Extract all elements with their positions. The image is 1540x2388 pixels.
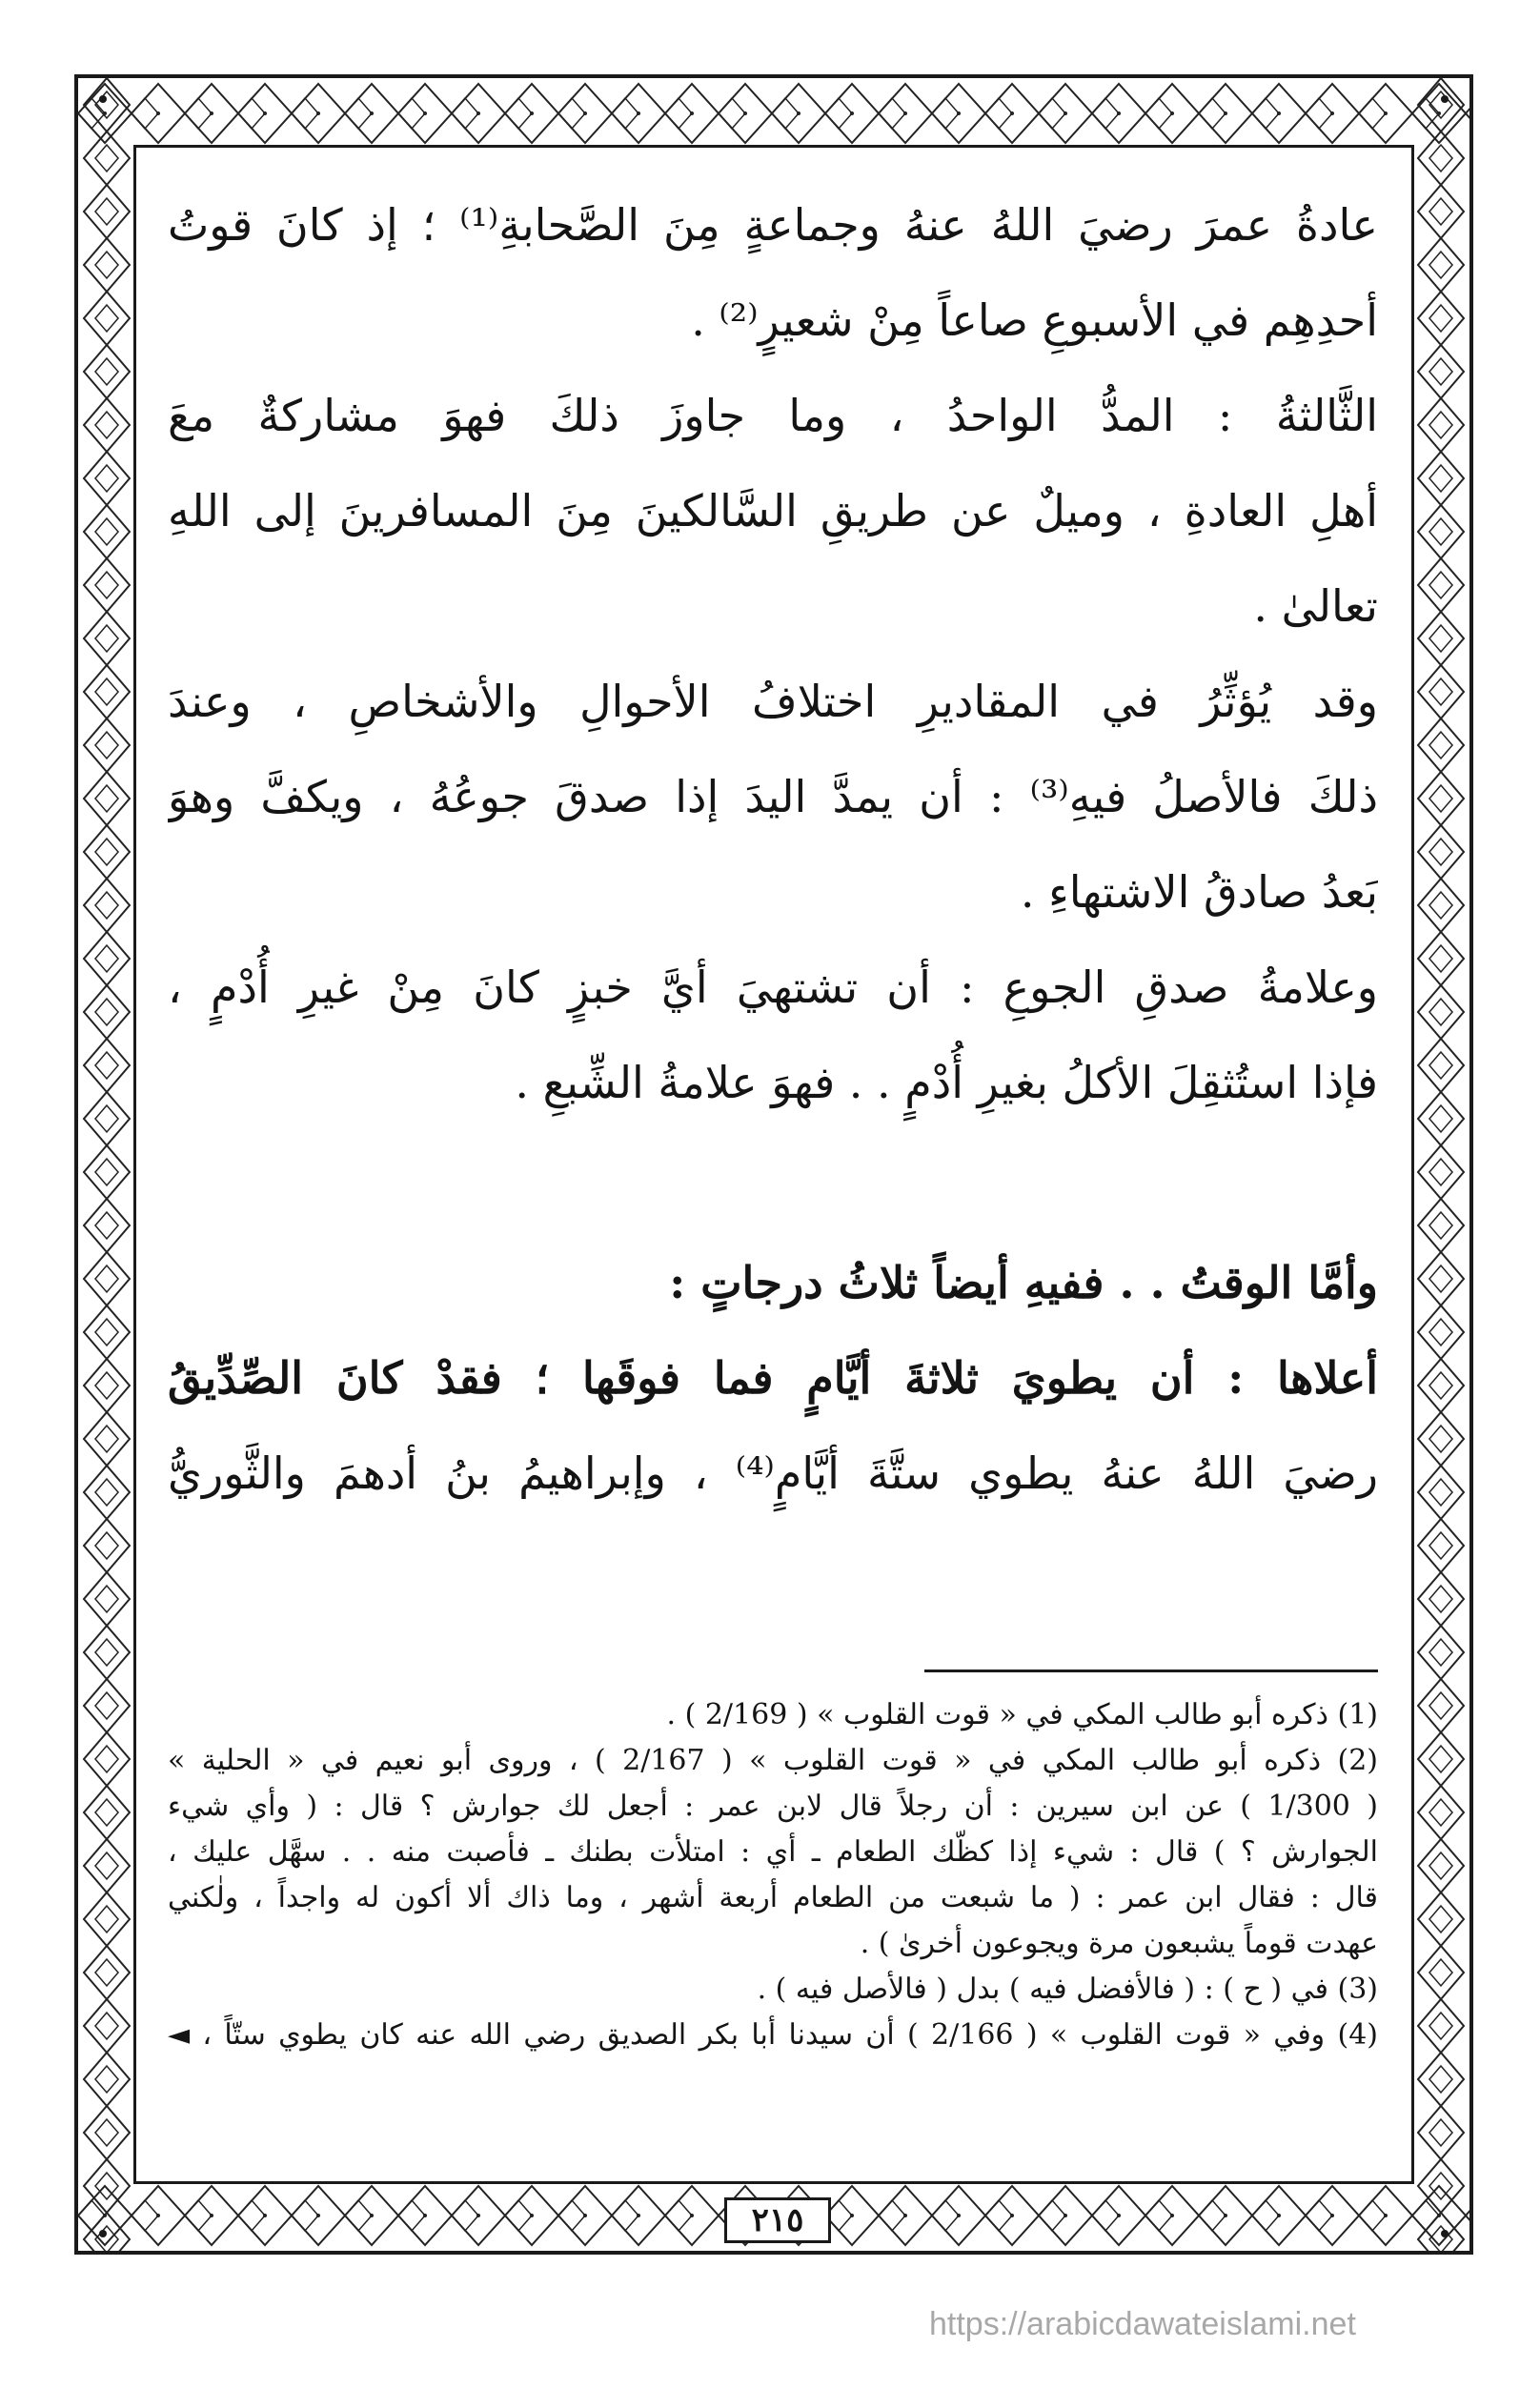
text-line: وقد يُؤثِّرُ في المقاديرِ اختلافُ الأحوالِ والأشخاصِ ، وعندَ [168, 676, 1378, 727]
corner-dot-icon [99, 95, 107, 103]
footnote-separator [924, 1670, 1378, 1672]
footnote-line: قال : فقال ابن عمر : ( ما شبعت من الطعام أربعة أشهر ، وما ذاك ألا أكون له واجداً ، ولٰكني [168, 1881, 1378, 1914]
watermark: https://arabicdawateislami.net [929, 2306, 1356, 2342]
text-line: تعالىٰ . [1253, 580, 1378, 632]
text-line: فإذا استُثقِلَ الأكلُ بغيرِ أُدْمٍ . . فهوَ علامةُ الشِّبعِ . [515, 1057, 1378, 1108]
footnote-line: (4) وفي « قوت القلوب » ( 2/166 ) أن سيدنا أبا بكر الصديق رضي الله عنه كان يطوي ستّاً ، ◄ [168, 2018, 1378, 2052]
text-line: أهلِ العادةِ ، وميلٌ عن طريقِ السَّالكينَ مِنَ المسافرينَ إلى اللهِ [168, 485, 1378, 536]
ornament-border-left [78, 78, 135, 2251]
corner-dot-icon [99, 2230, 107, 2237]
text-line: رضيَ اللهُ عنهُ يطوي ستَّةَ أيَّامٍ⁽⁴⁾ ، وإبراهيمُ بنُ أدهمَ والثَّوريُّ [168, 1447, 1378, 1499]
text-line: بَعدُ صادقُ الاشتهاءِ . [1020, 866, 1378, 918]
ornament-border-right [1412, 78, 1469, 2251]
footnote-line: الجوارش ؟ ) قال : شيء إذا كظَّك الطعام ـ أي : امتلأت بطنك ـ فأصبت منه . . سهَّل عليك ، [168, 1835, 1378, 1869]
footnote-line: (3) في ( ح ) : ( فالأفضل فيه ) بدل ( فالأصل فيه ) . [757, 1973, 1378, 2006]
text-line: الثَّالثةُ : المدُّ الواحدُ ، وما جاوزَ ذلكَ فهوَ مشاركةٌ معَ [168, 390, 1378, 441]
text-line: عادةُ عمرَ رضيَ اللهُ عنهُ وجماعةٍ مِنَ الصَّحابةِ⁽¹⁾ ؛ إذ كانَ قوتُ [168, 199, 1378, 251]
footnote-line: عهدت قوماً يشبعون مرة ويجوعون أخرىٰ ) . [860, 1927, 1378, 1960]
corner-dot-icon [1441, 2230, 1449, 2237]
text-line: أعلاها : أن يطويَ ثلاثةَ أيَّامٍ فما فوقَها ؛ فقدْ كانَ الصِّدِّيقُ [168, 1352, 1378, 1404]
page-number: ٢١٥ [724, 2197, 831, 2243]
footnotes [168, 1692, 1378, 2058]
footnote-line: ( 1/300 ) عن ابن سيرين : أن رجلاً قال لابن عمر : أجعل لك جوارش ؟ قال : ( وأي شيء [168, 1790, 1378, 1823]
footnote-line: (1) ذكره أبو طالب المكي في « قوت القلوب » ( 2/169 ) . [666, 1698, 1378, 1731]
footnote-line: (2) ذكره أبو طالب المكي في « قوت القلوب » ( 2/167 ) ، وروى أبو نعيم في « الحلية » [168, 1744, 1378, 1777]
text-line: ذلكَ فالأصلُ فيهِ⁽³⁾ : أن يمدَّ اليدَ إذا صدقَ جوعُهُ ، ويكفَّ وهوَ [168, 771, 1378, 822]
section-heading: وأمَّا الوقتُ . . ففيهِ أيضاً ثلاثُ درجاتٍ : [669, 1257, 1378, 1308]
text-line: وعلامةُ صدقِ الجوعِ : أن تشتهيَ أيَّ خبزٍ كانَ مِنْ غيرِ أُدْمٍ ، [168, 961, 1378, 1013]
ornament-border-top [78, 78, 1469, 149]
corner-dot-icon [1441, 95, 1449, 103]
text-line: أحدِهِم في الأسبوعِ صاعاً مِنْ شعيرٍ⁽²⁾ . [691, 294, 1378, 346]
main-text [168, 177, 1378, 1521]
section-gap [168, 1130, 1378, 1235]
